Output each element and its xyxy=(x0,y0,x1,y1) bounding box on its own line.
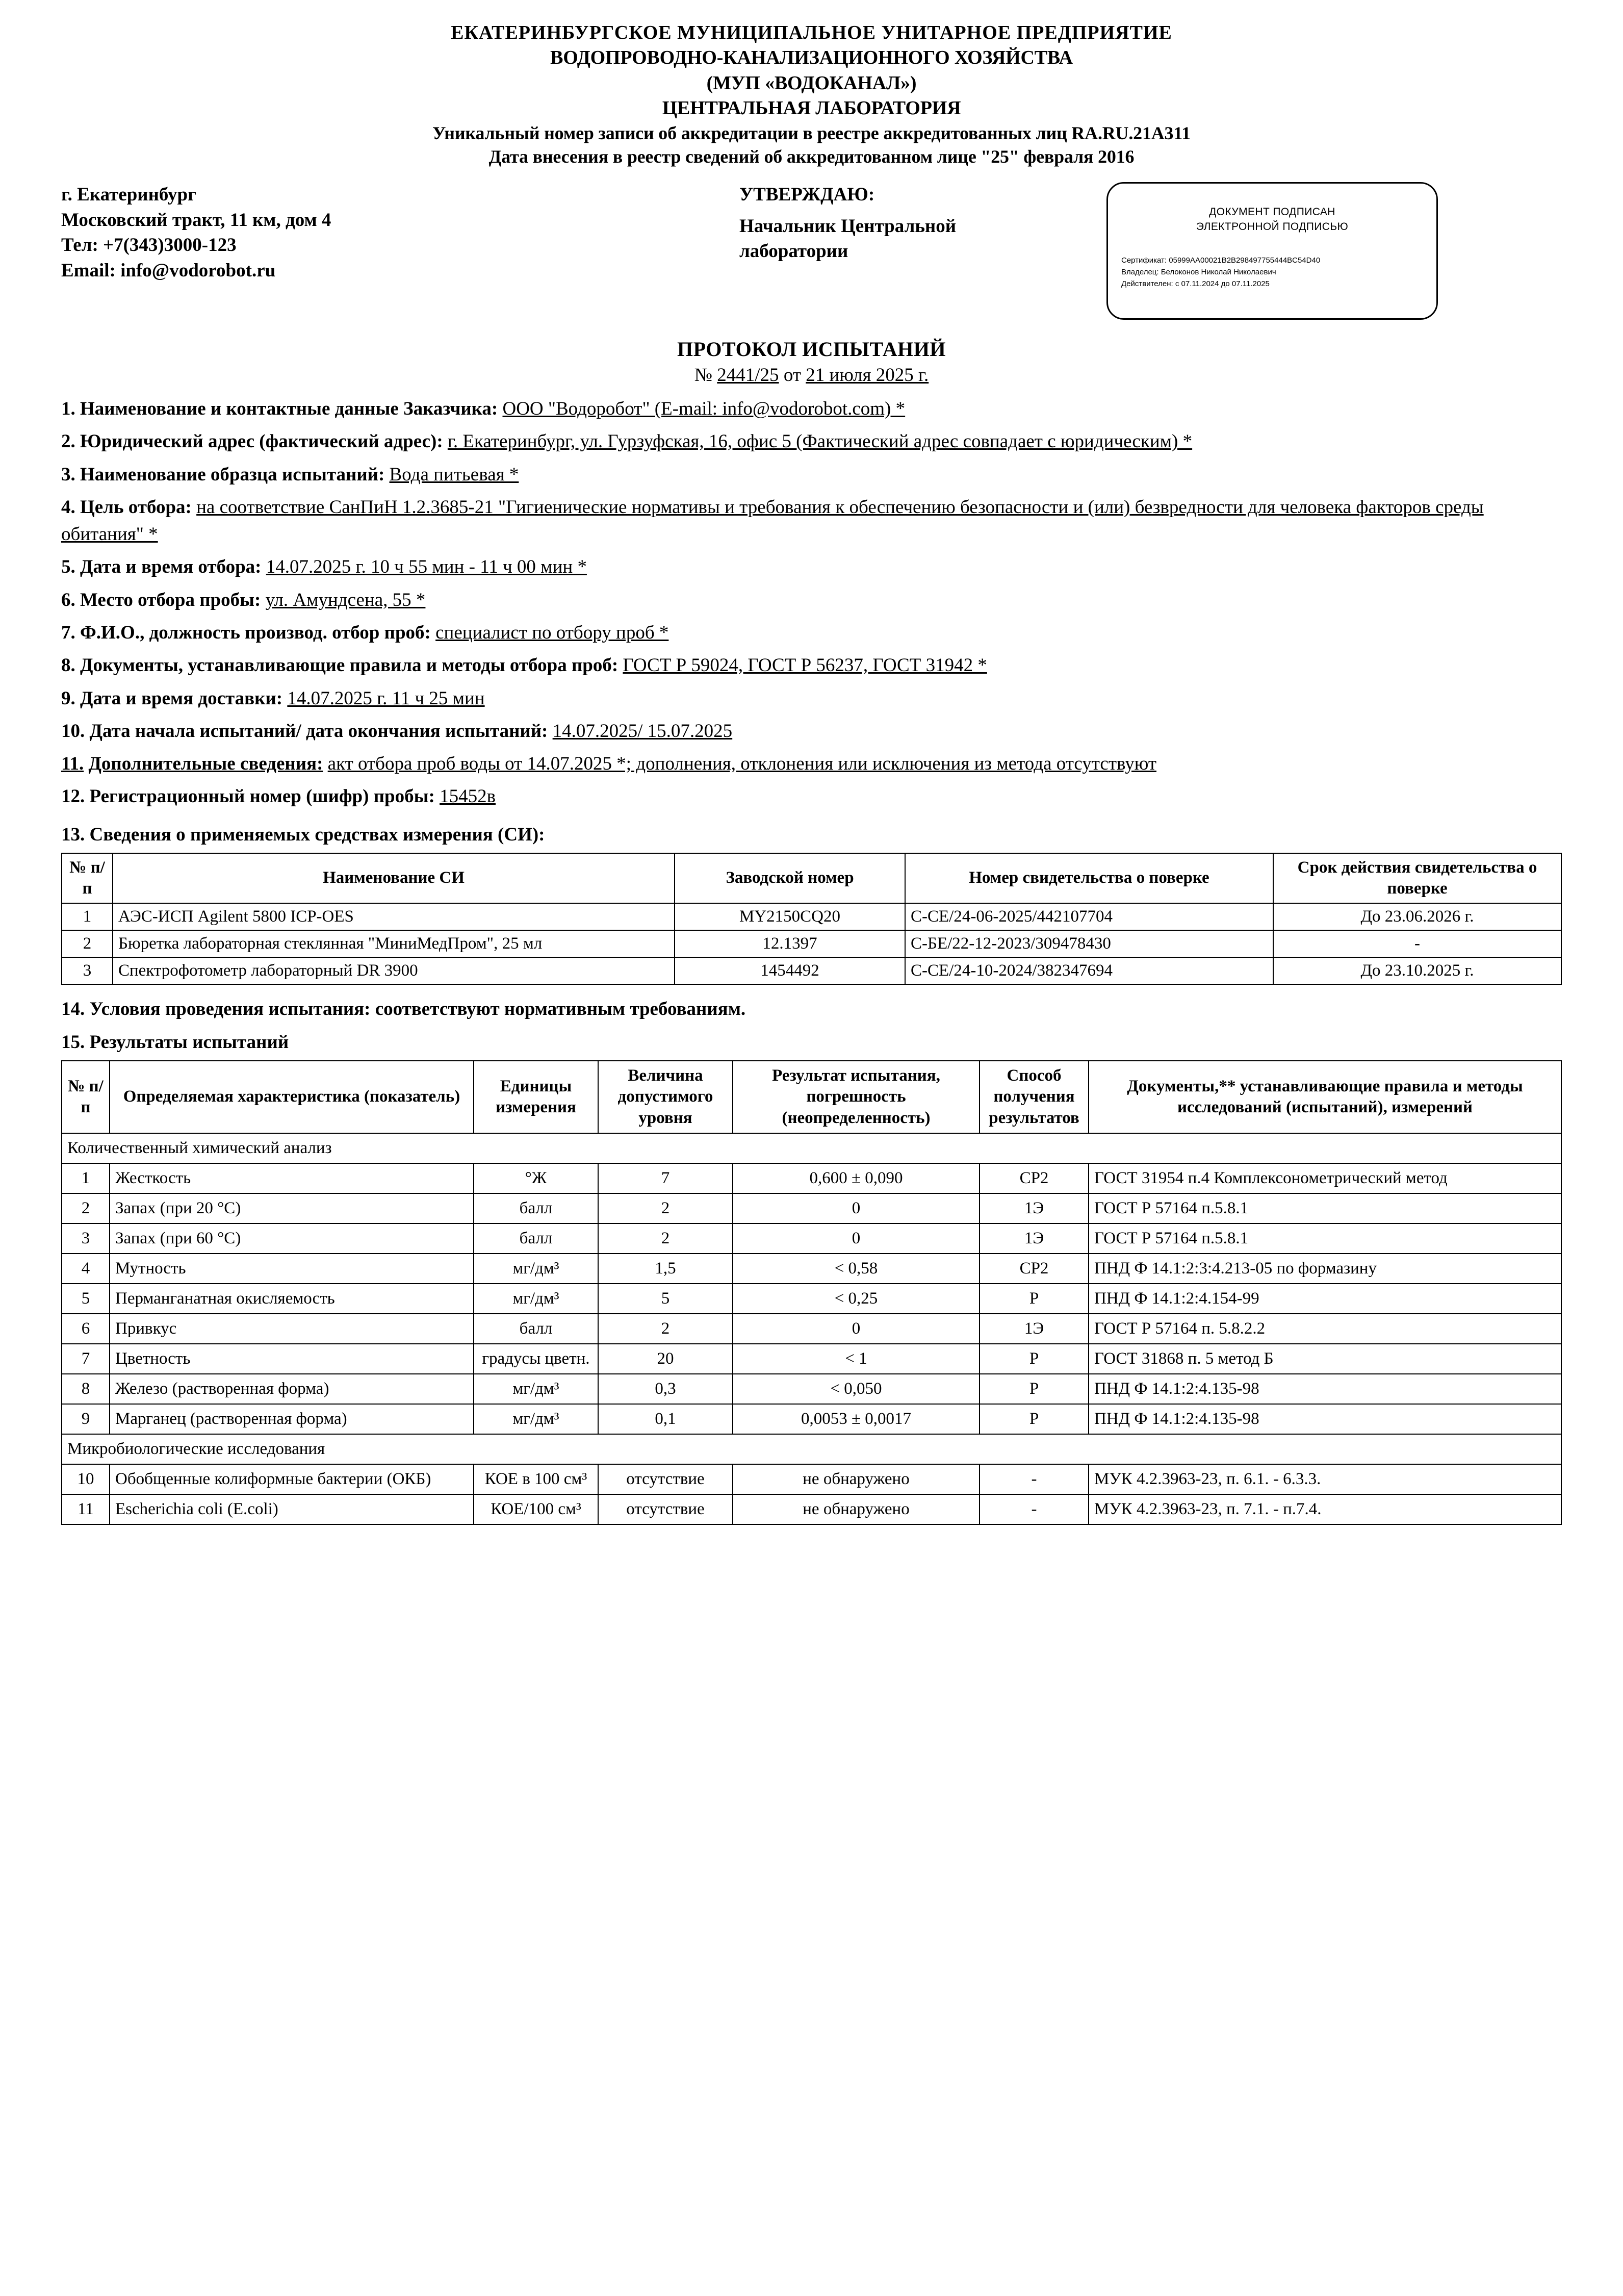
col-name: Наименование СИ xyxy=(113,853,675,904)
number-prefix: № xyxy=(694,365,713,386)
item-label: Наименование образца испытаний: xyxy=(80,464,385,485)
result-no: 1 xyxy=(62,1163,110,1193)
si-valid: До 23.06.2026 г. xyxy=(1273,903,1561,930)
item-value: 14.07.2025 г. 10 ч 55 мин - 11 ч 00 мин * xyxy=(266,556,587,578)
result-name: Жесткость xyxy=(110,1163,474,1193)
contact-phone: Тел: +7(343)3000-123 xyxy=(61,235,237,256)
result-method-code: - xyxy=(980,1494,1089,1524)
col-no: № п/п xyxy=(62,853,113,904)
result-name: Железо (растворенная форма) xyxy=(110,1374,474,1404)
table-row xyxy=(62,1284,1561,1314)
document-title-block xyxy=(61,337,1562,386)
table-row xyxy=(62,1193,1561,1223)
result-doc: ПНД Ф 14.1:2:4.154-99 xyxy=(1089,1284,1561,1314)
si-serial: 1454492 xyxy=(675,957,905,984)
item-value: 14.07.2025 г. 11 ч 25 мин xyxy=(287,687,485,709)
table-header-row xyxy=(62,1061,1561,1133)
result-unit: °Ж xyxy=(474,1163,598,1193)
item-label: Цель отбора: xyxy=(80,496,192,518)
item-no: 9. xyxy=(61,687,75,709)
item-no: 8. xyxy=(61,655,75,676)
result-method-code: Р xyxy=(980,1374,1089,1404)
item-value: 14.07.2025/ 15.07.2025 xyxy=(552,720,733,742)
result-unit: балл xyxy=(474,1223,598,1254)
result-value: 0 xyxy=(733,1223,980,1254)
result-limit: 7 xyxy=(598,1163,733,1193)
result-value: 0 xyxy=(733,1314,980,1344)
col-documents: Документы,** устанавливающие правила и методы исследований (испытаний), измерений xyxy=(1089,1061,1561,1133)
org-line-1: ЕКАТЕРИНБУРГСКОЕ МУНИЦИПАЛЬНОЕ УНИТАРНОЕ ПРЕДПРИЯТИЕ xyxy=(451,22,1172,43)
result-limit: 20 xyxy=(598,1344,733,1374)
table-row xyxy=(62,930,1561,957)
result-value: < 0,050 xyxy=(733,1374,980,1404)
table-row xyxy=(62,1254,1561,1284)
si-name: АЭС-ИСП Agilent 5800 ICP-OES xyxy=(113,903,675,930)
item-label: Дополнительные сведения: xyxy=(88,753,323,775)
item-no: 11. xyxy=(61,753,84,775)
electronic-signature-stamp xyxy=(1106,182,1438,320)
result-no: 3 xyxy=(62,1223,110,1254)
result-limit: 0,3 xyxy=(598,1374,733,1404)
item-label: Ф.И.О., должность производ. отбор проб: xyxy=(80,622,431,644)
item-label: Место отбора пробы: xyxy=(80,589,261,610)
result-doc: ГОСТ Р 57164 п.5.8.1 xyxy=(1089,1223,1561,1254)
result-method-code: Р xyxy=(980,1344,1089,1374)
list-item xyxy=(61,718,1562,745)
si-section-title: 13. Сведения о применяемых средствах измерения (СИ): xyxy=(61,824,545,845)
col-serial: Заводской номер xyxy=(675,853,905,904)
item-value: ул. Амундсена, 55 * xyxy=(265,589,426,610)
item-label: Дата начала испытаний/ дата окончания испытаний: xyxy=(89,720,548,742)
col-limit: Величина допустимого уровня xyxy=(598,1061,733,1133)
si-serial: MY2150CQ20 xyxy=(675,903,905,930)
result-doc: ГОСТ Р 57164 п.5.8.1 xyxy=(1089,1193,1561,1223)
stamp-title-line1: ДОКУМЕНТ ПОДПИСАН xyxy=(1209,206,1335,218)
date-prefix: от xyxy=(783,365,801,386)
table-row xyxy=(62,957,1561,984)
result-no: 11 xyxy=(62,1494,110,1524)
item-no: 10. xyxy=(61,720,85,742)
result-doc: ГОСТ 31954 п.4 Комплексонометрический метод xyxy=(1089,1163,1561,1193)
result-doc: ПНД Ф 14.1:2:3:4.213-05 по формазину xyxy=(1089,1254,1561,1284)
item-no: 7. xyxy=(61,622,75,644)
org-line-3: (МУП «ВОДОКАНАЛ») xyxy=(706,72,917,94)
result-limit: 5 xyxy=(598,1284,733,1314)
stamp-owner: Владелец: Белоконов Николай Николаевич xyxy=(1121,268,1276,277)
result-unit: мг/дм³ xyxy=(474,1254,598,1284)
table-row xyxy=(62,1374,1561,1404)
result-no: 6 xyxy=(62,1314,110,1344)
table-row xyxy=(62,1314,1561,1344)
si-serial: 12.1397 xyxy=(675,930,905,957)
result-no: 2 xyxy=(62,1193,110,1223)
item-no: 2. xyxy=(61,431,75,452)
si-cert: С-СЕ/24-10-2024/382347694 xyxy=(905,957,1273,984)
approve-label: УТВЕРЖДАЮ: xyxy=(739,184,875,206)
item-label: Дата и время доставки: xyxy=(80,687,283,709)
col-cert: Номер свидетельства о поверке xyxy=(905,853,1273,904)
result-name: Запах (при 60 °С) xyxy=(110,1223,474,1254)
si-name: Бюретка лабораторная стеклянная "МиниМедПром", 25 мл xyxy=(113,930,675,957)
item-no: 1. xyxy=(61,398,75,420)
result-unit: мг/дм³ xyxy=(474,1404,598,1434)
results-section-title: 15. Результаты испытаний xyxy=(61,1032,289,1053)
approve-position-line2: лаборатории xyxy=(739,241,848,262)
result-unit: мг/дм³ xyxy=(474,1374,598,1404)
document-date: 21 июля 2025 г. xyxy=(806,365,929,386)
table-header-row xyxy=(62,853,1561,904)
col-units: Единицы измерения xyxy=(474,1061,598,1133)
item-value: ООО "Водоробот" (E-mail: info@vodorobot.com) * xyxy=(502,398,906,420)
result-unit: КОЕ в 100 см³ xyxy=(474,1464,598,1494)
result-limit: 0,1 xyxy=(598,1404,733,1434)
document-number: 2441/25 xyxy=(717,365,779,386)
table-row xyxy=(62,1223,1561,1254)
result-method-code: Р xyxy=(980,1284,1089,1314)
organization-header xyxy=(61,20,1562,169)
table-row xyxy=(62,1494,1561,1524)
result-value: 0,0053 ± 0,0017 xyxy=(733,1404,980,1434)
result-no: 4 xyxy=(62,1254,110,1284)
item-no: 12. xyxy=(61,786,85,807)
result-value: < 0,25 xyxy=(733,1284,980,1314)
table-row xyxy=(62,903,1561,930)
si-cert: С-СЕ/24-06-2025/442107704 xyxy=(905,903,1273,930)
list-item xyxy=(61,619,1562,646)
list-item xyxy=(61,553,1562,580)
result-no: 10 xyxy=(62,1464,110,1494)
list-item xyxy=(61,461,1562,488)
list-item xyxy=(61,652,1562,679)
result-unit: балл xyxy=(474,1193,598,1223)
result-doc: ГОСТ 31868 п. 5 метод Б xyxy=(1089,1344,1561,1374)
table-row xyxy=(62,1344,1561,1374)
approval-block xyxy=(739,182,1096,264)
stamp-title xyxy=(1117,205,1427,234)
org-line-4: ЦЕНТРАЛЬНАЯ ЛАБОРАТОРИЯ xyxy=(662,97,961,119)
list-item xyxy=(61,750,1562,777)
result-limit: 2 xyxy=(598,1193,733,1223)
item-value: акт отбора проб воды от 14.07.2025 *; дополнения, отклонения или исключения из метода отсутствуют xyxy=(327,753,1157,775)
stamp-title-line2: ЭЛЕКТРОННОЙ ПОДПИСЬЮ xyxy=(1196,220,1349,233)
contact-city: г. Екатеринбург xyxy=(61,184,196,206)
col-characteristic: Определяемая характеристика (показатель) xyxy=(110,1061,474,1133)
result-value: не обнаружено xyxy=(733,1464,980,1494)
col-valid: Срок действия свидетельства о поверке xyxy=(1273,853,1561,904)
table-group-row xyxy=(62,1434,1561,1464)
item-no: 4. xyxy=(61,496,75,518)
result-method-code: 1Э xyxy=(980,1314,1089,1344)
result-unit: мг/дм³ xyxy=(474,1284,598,1314)
result-limit: 1,5 xyxy=(598,1254,733,1284)
result-name: Мутность xyxy=(110,1254,474,1284)
result-doc: ПНД Ф 14.1:2:4.135-98 xyxy=(1089,1374,1561,1404)
item-label: Регистрационный номер (шифр) пробы: xyxy=(89,786,435,807)
stamp-details xyxy=(1117,254,1427,290)
result-method-code: СР2 xyxy=(980,1254,1089,1284)
document-number-line xyxy=(61,364,1562,386)
list-item xyxy=(61,395,1562,422)
si-name: Спектрофотометр лабораторный DR 3900 xyxy=(113,957,675,984)
item-label: Документы, устанавливающие правила и методы отбора проб: xyxy=(80,655,619,676)
result-unit: градусы цветн. xyxy=(474,1344,598,1374)
result-unit: балл xyxy=(474,1314,598,1344)
result-name: Перманганатная окисляемость xyxy=(110,1284,474,1314)
table-row xyxy=(62,1163,1561,1193)
result-limit: отсутствие xyxy=(598,1464,733,1494)
contact-email: Email: info@vodorobot.ru xyxy=(61,260,276,281)
result-doc: МУК 4.2.3963-23, п. 6.1. - 6.3.3. xyxy=(1089,1464,1561,1494)
table-row xyxy=(62,1464,1561,1494)
test-conditions: 14. Условия проведения испытания: соответствуют нормативным требованиям. xyxy=(61,999,746,1020)
accreditation-date: Дата внесения в реестр сведений об аккредитованном лице "25" февраля 2016 xyxy=(488,146,1135,167)
item-no: 5. xyxy=(61,556,75,578)
si-valid: До 23.10.2025 г. xyxy=(1273,957,1561,984)
result-no: 5 xyxy=(62,1284,110,1314)
protocol-items xyxy=(61,395,1562,810)
result-value: < 0,58 xyxy=(733,1254,980,1284)
result-method-code: 1Э xyxy=(980,1193,1089,1223)
result-name: Марганец (растворенная форма) xyxy=(110,1404,474,1434)
result-limit: 2 xyxy=(598,1223,733,1254)
si-cert: С-БЕ/22-12-2023/309478430 xyxy=(905,930,1273,957)
list-item xyxy=(61,586,1562,614)
list-item xyxy=(61,494,1562,548)
result-limit: 2 xyxy=(598,1314,733,1344)
result-name: Запах (при 20 °С) xyxy=(110,1193,474,1223)
contacts-and-approval xyxy=(61,182,1562,320)
item-label: Юридический адрес (фактический адрес): xyxy=(80,431,443,452)
result-method-code: СР2 xyxy=(980,1163,1089,1193)
result-unit: КОЕ/100 см³ xyxy=(474,1494,598,1524)
item-value: 15452в xyxy=(440,786,496,807)
item-no: 3. xyxy=(61,464,75,485)
result-no: 8 xyxy=(62,1374,110,1404)
result-no: 7 xyxy=(62,1344,110,1374)
accreditation-number: Уникальный номер записи об аккредитации в реестре аккредитованных лиц RA.RU.21А311 xyxy=(432,122,1191,143)
contact-address: Московский тракт, 11 км, дом 4 xyxy=(61,209,331,231)
result-doc: МУК 4.2.3963-23, п. 7.1. - п.7.4. xyxy=(1089,1494,1561,1524)
result-name: Цветность xyxy=(110,1344,474,1374)
approve-position-line1: Начальник Центральной xyxy=(739,215,957,237)
item-value: Вода питьевая * xyxy=(389,464,519,485)
item-value: на соответствие СанПиН 1.2.3685-21 "Гигиенические нормативы и требования к обеспечению безопасности и (или) безвредности для человека факторов среды обитания" * xyxy=(61,496,1484,545)
group-title: Количественный химический анализ xyxy=(62,1133,1561,1163)
result-method-code: Р xyxy=(980,1404,1089,1434)
item-no: 6. xyxy=(61,589,75,610)
page-title: ПРОТОКОЛ ИСПЫТАНИЙ xyxy=(677,338,946,361)
result-limit: отсутствие xyxy=(598,1494,733,1524)
result-value: 0 xyxy=(733,1193,980,1223)
item-value: г. Екатеринбург, ул. Гурзуфская, 16, офис 5 (Фактический адрес совпадает с юридическим) * xyxy=(447,431,1193,452)
si-no: 3 xyxy=(62,957,113,984)
item-value: специалист по отбору проб * xyxy=(435,622,669,644)
stamp-valid: Действителен: с 07.11.2024 до 07.11.2025 xyxy=(1121,279,1270,289)
table-group-row xyxy=(62,1133,1561,1163)
si-valid: - xyxy=(1273,930,1561,957)
result-name: Привкус xyxy=(110,1314,474,1344)
result-method-code: 1Э xyxy=(980,1223,1089,1254)
item-value: ГОСТ Р 59024, ГОСТ Р 56237, ГОСТ 31942 * xyxy=(623,655,987,676)
result-name: Escherichia coli (E.coli) xyxy=(110,1494,474,1524)
result-doc: ПНД Ф 14.1:2:4.135-98 xyxy=(1089,1404,1561,1434)
measurement-instruments-table xyxy=(61,853,1562,985)
table-row xyxy=(62,1404,1561,1434)
stamp-certificate: Сертификат: 05999AA00021B2B298497755444BC54D40 xyxy=(1121,256,1321,265)
list-item xyxy=(61,428,1562,455)
result-value: 0,600 ± 0,090 xyxy=(733,1163,980,1193)
result-value: не обнаружено xyxy=(733,1494,980,1524)
result-method-code: - xyxy=(980,1464,1089,1494)
group-title: Микробиологические исследования xyxy=(62,1434,1561,1464)
test-results-table xyxy=(61,1060,1562,1525)
si-no: 1 xyxy=(62,903,113,930)
col-no: № п/п xyxy=(62,1061,110,1133)
result-doc: ГОСТ Р 57164 п. 5.8.2.2 xyxy=(1089,1314,1561,1344)
item-label: Наименование и контактные данные Заказчика: xyxy=(80,398,498,420)
si-no: 2 xyxy=(62,930,113,957)
result-value: < 1 xyxy=(733,1344,980,1374)
result-no: 9 xyxy=(62,1404,110,1434)
org-line-2: ВОДОПРОВОДНО-КАНАЛИЗАЦИОННОГО ХОЗЯЙСТВА xyxy=(550,47,1073,69)
list-item xyxy=(61,685,1562,712)
col-method-code: Способ получения результатов xyxy=(980,1061,1089,1133)
col-result: Результат испытания, погрешность (неопределенность) xyxy=(733,1061,980,1133)
result-name: Обобщенные колиформные бактерии (ОКБ) xyxy=(110,1464,474,1494)
list-item xyxy=(61,783,1562,810)
item-label: Дата и время отбора: xyxy=(80,556,262,578)
lab-contacts xyxy=(61,182,739,283)
